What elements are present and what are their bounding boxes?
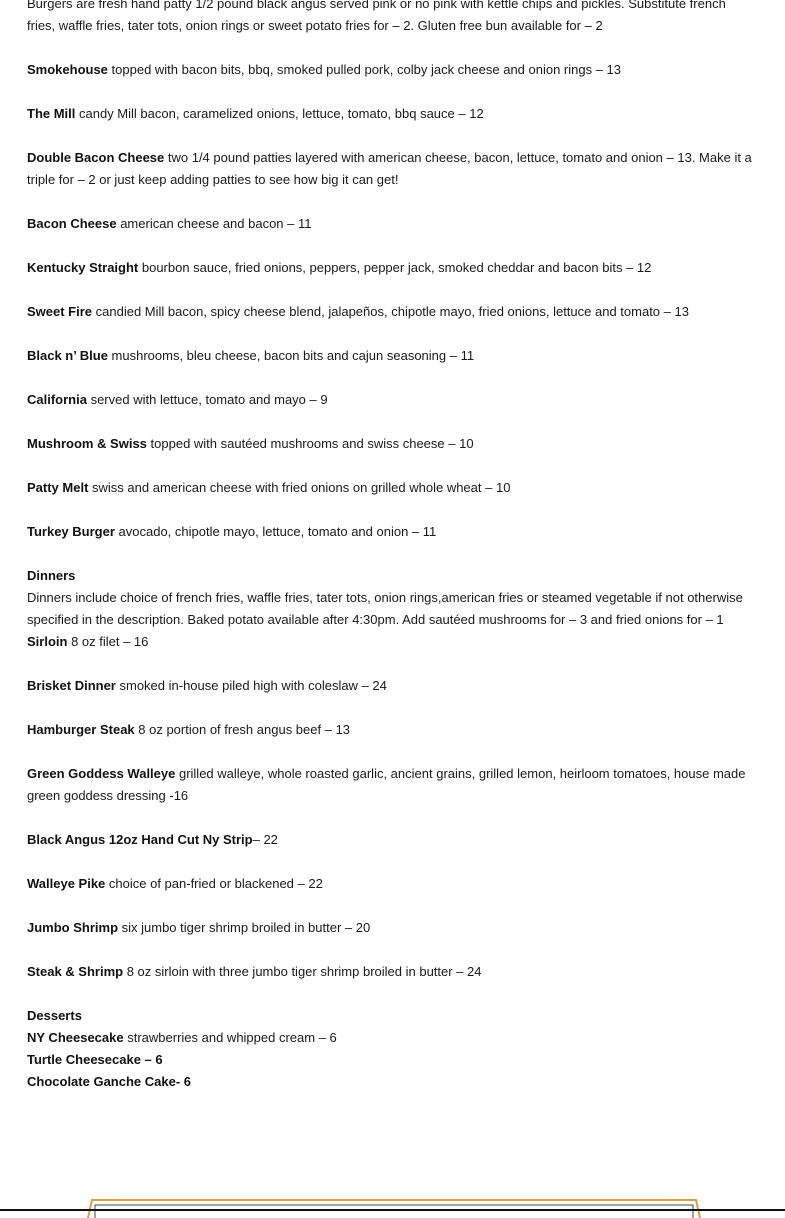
decorative-frame — [85, 1198, 703, 1218]
menu-item-ny-cheesecake — [27, 1027, 757, 1049]
desserts-title: Desserts — [27, 1008, 82, 1023]
item-name: Black n’ Blue — [27, 348, 108, 363]
item-desc: bourbon sauce, fried onions, peppers, pepper jack, smoked cheddar and bacon bits – 12 — [138, 260, 652, 275]
menu-item-walleye-pike — [27, 873, 757, 895]
item-desc: 8 oz sirloin with three jumbo tiger shrimp broiled in butter – 24 — [123, 964, 482, 979]
item-name: Sweet Fire — [27, 304, 93, 319]
desserts-section — [27, 1005, 757, 1093]
menu-item-ny-strip — [27, 829, 757, 851]
menu-item-bacon-cheese — [27, 213, 757, 235]
item-name: Steak & Shrimp — [27, 964, 124, 979]
item-desc: topped with sautéed mushrooms and swiss cheese – 10 — [146, 436, 474, 451]
dinners-title: Dinners — [27, 568, 76, 583]
item-name: Smokehouse — [27, 62, 108, 77]
item-name: The Mill — [27, 106, 76, 121]
item-desc: six jumbo tiger shrimp broiled in butter – 20 — [118, 920, 371, 935]
menu-item-jumbo-shrimp — [27, 917, 757, 939]
item-desc: 8 oz filet – 16 — [67, 634, 149, 649]
item-desc: topped with bacon bits, bbq, smoked pulled pork, colby jack cheese and onion rings – 13 — [107, 62, 622, 77]
menu-item-the-mill — [27, 103, 757, 125]
item-desc: swiss and american cheese with fried onions on grilled whole wheat – 10 — [88, 480, 511, 495]
menu-item-patty-melt — [27, 477, 757, 499]
item-name: Jumbo Shrimp — [27, 920, 119, 935]
item-name: California — [27, 392, 87, 407]
item-name: Mushroom & Swiss — [27, 436, 147, 451]
item-desc: served with lettuce, tomato and mayo – 9 — [86, 392, 328, 407]
frame-inner-border — [95, 1205, 693, 1218]
item-name: NY Cheesecake — [27, 1030, 124, 1045]
item-desc: 8 oz portion of fresh angus beef – 13 — [134, 722, 351, 737]
item-name: Turtle Cheesecake – 6 — [27, 1052, 163, 1067]
item-desc: choice of pan-fried or blackened – 22 — [105, 876, 323, 891]
item-name: Hamburger Steak — [27, 722, 135, 737]
menu-item-brisket-dinner — [27, 675, 757, 697]
menu-item-black-n-blue — [27, 345, 757, 367]
item-desc: american cheese and bacon – 11 — [116, 216, 312, 231]
item-name: Double Bacon Cheese — [27, 150, 165, 165]
menu-item-double-bacon-cheese — [27, 147, 757, 191]
item-name: Bacon Cheese — [27, 216, 117, 231]
menu-item-hamburger-steak — [27, 719, 757, 741]
item-name: Chocolate Ganche Cake- 6 — [27, 1074, 191, 1089]
item-desc: candy Mill bacon, caramelized onions, lettuce, tomato, bbq sauce – 12 — [75, 106, 484, 121]
item-name: Turkey Burger — [27, 524, 115, 539]
item-name: Brisket Dinner — [27, 678, 116, 693]
item-name: Sirloin — [27, 634, 68, 649]
item-desc: two 1/4 pound patties layered with american cheese, bacon, lettuce, tomato and onion – 13. Make it a triple for – 2 or just keep adding patties to see how big it can get! — [27, 150, 752, 187]
menu-item-sirloin — [27, 631, 757, 653]
menu-item-kentucky-straight — [27, 257, 757, 279]
item-name: Patty Melt — [27, 480, 89, 495]
menu-item-california — [27, 389, 757, 411]
item-desc: avocado, chipotle mayo, lettuce, tomato and onion – 11 — [114, 524, 437, 539]
menu-item-sweet-fire — [27, 301, 757, 323]
menu-item-green-goddess-walleye — [27, 763, 757, 807]
dinners-section-header — [27, 565, 757, 653]
item-desc: smoked in-house piled high with coleslaw – 24 — [115, 678, 387, 693]
item-desc: – 22 — [252, 832, 278, 847]
item-desc: grilled walleye, whole roasted garlic, ancient grains, grilled lemon, heirloom tomatoes, house made green goddess dressing -16 — [27, 766, 746, 803]
item-desc: mushrooms, bleu cheese, bacon bits and cajun seasoning – 11 — [107, 348, 475, 363]
menu-item-turkey-burger — [27, 521, 757, 543]
menu-item-steak-shrimp — [27, 961, 757, 983]
menu-item-turtle-cheesecake — [27, 1049, 757, 1071]
item-desc: candied Mill bacon, spicy cheese blend, jalapeños, chipotle mayo, fried onions, lettuce and tomato – 13 — [92, 304, 689, 319]
item-name: Kentucky Straight — [27, 260, 139, 275]
burgers-intro: Burgers are fresh hand patty 1/2 pound black angus served pink or no pink with kettle chips and pickles. Substitute french fries, waffle fries, tater tots, onion rings or sweet potato fries for – 2. Gluten free bun available for – 2 — [27, 0, 726, 33]
menu-content — [27, 0, 757, 1093]
item-name: Green Goddess Walleye — [27, 766, 176, 781]
menu-item-smokehouse — [27, 59, 757, 81]
item-name: Black Angus 12oz Hand Cut Ny Strip — [27, 832, 253, 847]
dinners-intro: Dinners include choice of french fries, waffle fries, tater tots, onion rings,american fries or steamed vegetable if not otherwise specified in the description. Baked potato available after 4:30pm. Add sautéed mushrooms for – 3 and fried onions for – 1 — [27, 590, 743, 627]
item-desc: strawberries and whipped cream – 6 — [123, 1030, 337, 1045]
menu-item-mushroom-swiss — [27, 433, 757, 455]
item-name: Walleye Pike — [27, 876, 106, 891]
menu-item-chocolate-ganche-cake — [27, 1071, 757, 1093]
